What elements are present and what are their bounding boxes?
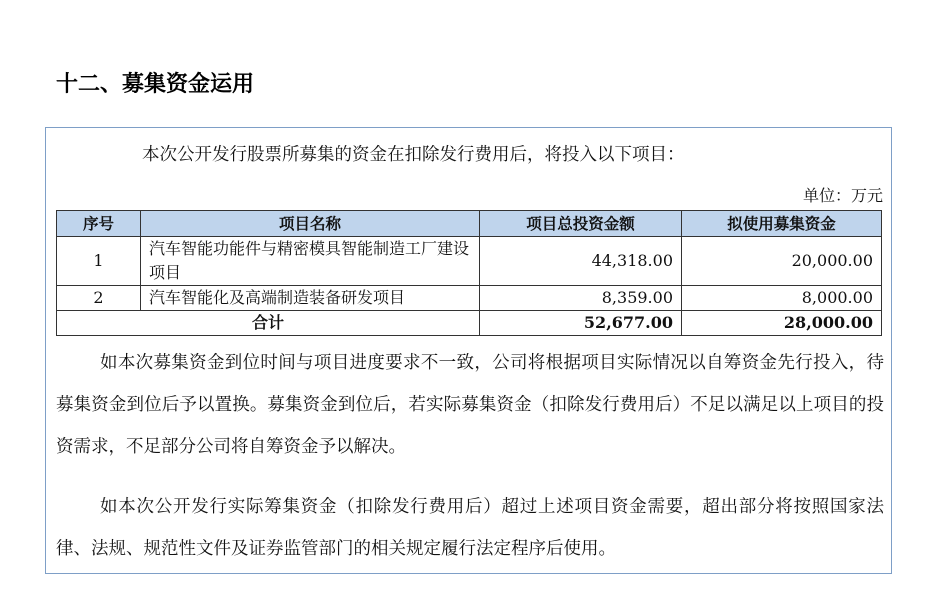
header-project-name: 项目名称 (141, 211, 480, 237)
header-index: 序号 (57, 211, 141, 237)
row-project-name: 汽车智能功能件与精密模具智能制造工厂建设项目 (141, 237, 480, 286)
paragraph-fund-arrival: 如本次募集资金到位时间与项目进度要求不一致，公司将根据项目实际情况以自筹资金先行投入，待募集资金到位后予以置换。募集资金到位后，若实际募集资金（扣除发行费用后）不足以满足以上项目的投资需求，不足部分公司将自筹资金予以解决。 (56, 353, 884, 457)
table-header-row (57, 211, 882, 237)
total-fund-use: 28,000.00 (682, 311, 882, 336)
table-row (57, 237, 882, 286)
intro-text: 本次公开发行股票所募集的资金在扣除发行费用后，将投入以下项目： (142, 145, 685, 165)
paragraph-excess-funds: 如本次公开发行实际筹集资金（扣除发行费用后）超过上述项目资金需要，超出部分将按照国家法律、法规、规范性文件及证券监管部门的相关规定履行法定程序后使用。 (56, 497, 884, 559)
row-total-investment: 8,359.00 (480, 286, 682, 311)
table-total-row (57, 311, 882, 336)
total-investment: 52,677.00 (480, 311, 682, 336)
total-label: 合计 (57, 311, 480, 336)
header-fund-use: 拟使用募集资金 (682, 211, 882, 237)
unit-label: 单位：万元 (802, 186, 883, 205)
row-project-name: 汽车智能化及高端制造装备研发项目 (141, 286, 480, 311)
row-fund-use: 20,000.00 (682, 237, 882, 286)
row-index: 1 (57, 237, 141, 286)
row-total-investment: 44,318.00 (480, 237, 682, 286)
fund-usage-table (56, 210, 882, 336)
row-fund-use: 8,000.00 (682, 286, 882, 311)
table-row (57, 286, 882, 311)
header-total-investment: 项目总投资金额 (480, 211, 682, 237)
content-box (45, 127, 892, 574)
section-title: 十二、募集资金运用 (56, 72, 255, 97)
row-index: 2 (57, 286, 141, 311)
